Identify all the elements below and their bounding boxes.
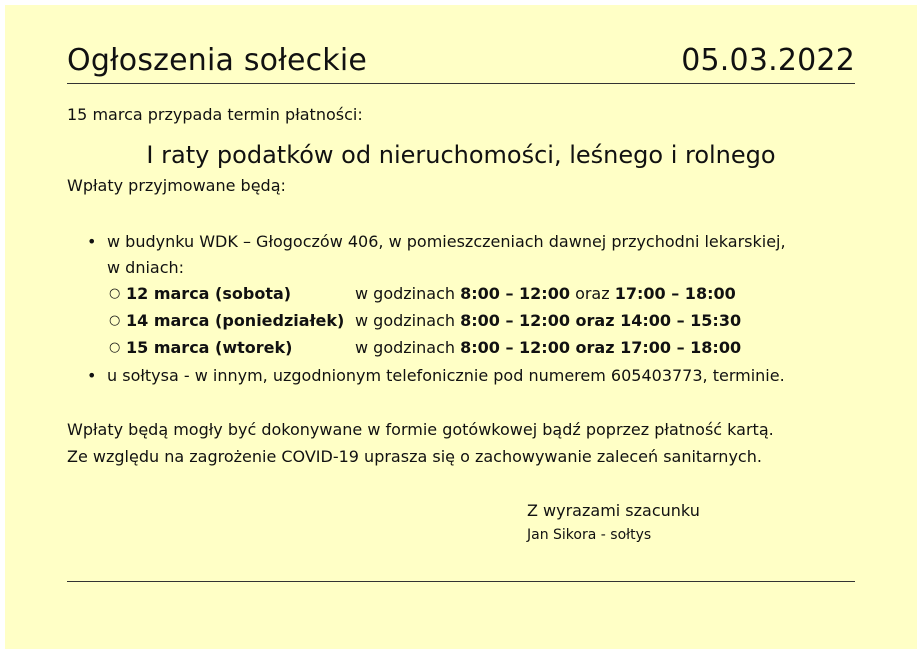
notice-date: 05.03.2022 [681, 43, 855, 78]
hours-joiner: oraz [575, 284, 610, 303]
hours-range-1: 8:00 – 12:00 [460, 284, 570, 303]
sub-bullet-2: ○ [109, 313, 121, 328]
hours-range-2: 17:00 – 18:00 [614, 284, 736, 303]
notice-title: Ogłoszenia sołeckie [67, 43, 368, 78]
tax-headline: I raty podatków od nieruchomości, leśnego i rolnego [146, 141, 776, 169]
footer-divider [67, 581, 855, 582]
soltys-contact-line: u sołtysa - w innym, uzgodnionym telefonicznie pod numerem 605403773, terminie. [107, 366, 785, 385]
hours-15-march [355, 338, 741, 358]
sub-bullet-1: ○ [109, 286, 121, 301]
hours-prefix: w godzinach [355, 311, 455, 330]
payment-methods-note: Wpłaty będą mogły być dokonywane w formie gotówkowej bądź poprzez płatność kartą. [67, 420, 774, 439]
sub-bullet-3: ○ [109, 340, 121, 355]
day-15-march: 15 marca (wtorek) [126, 338, 293, 357]
hours-14-march [355, 311, 741, 331]
wdk-location-line2: w dniach: [107, 258, 185, 277]
day-12-march: 12 marca (sobota) [126, 284, 292, 303]
bullet-wdk: • [87, 232, 97, 251]
payments-received-text: Wpłaty przyjmowane będą: [67, 176, 286, 195]
day-14-march: 14 marca (poniedziałek) [126, 311, 345, 330]
covid-note: Ze względu na zagrożenie COVID-19 uprasza się o zachowywanie zaleceń sanitarnych. [67, 447, 762, 466]
bullet-soltys: • [87, 366, 97, 385]
signature-name: Jan Sikora - sołtys [527, 527, 652, 543]
hours-ranges: 8:00 – 12:00 oraz 17:00 – 18:00 [460, 338, 742, 357]
wdk-location-line1: w budynku WDK – Głogoczów 406, w pomieszczeniach dawnej przychodni lekarskiej, [107, 232, 786, 251]
hours-12-march [355, 284, 736, 304]
notice-page [5, 5, 917, 649]
payment-term-text: 15 marca przypada termin płatności: [67, 105, 363, 124]
hours-prefix: w godzinach [355, 338, 455, 357]
notice-header [67, 39, 855, 84]
signature-greeting: Z wyrazami szacunku [527, 501, 700, 520]
hours-prefix: w godzinach [355, 284, 455, 303]
hours-ranges: 8:00 – 12:00 oraz 14:00 – 15:30 [460, 311, 742, 330]
